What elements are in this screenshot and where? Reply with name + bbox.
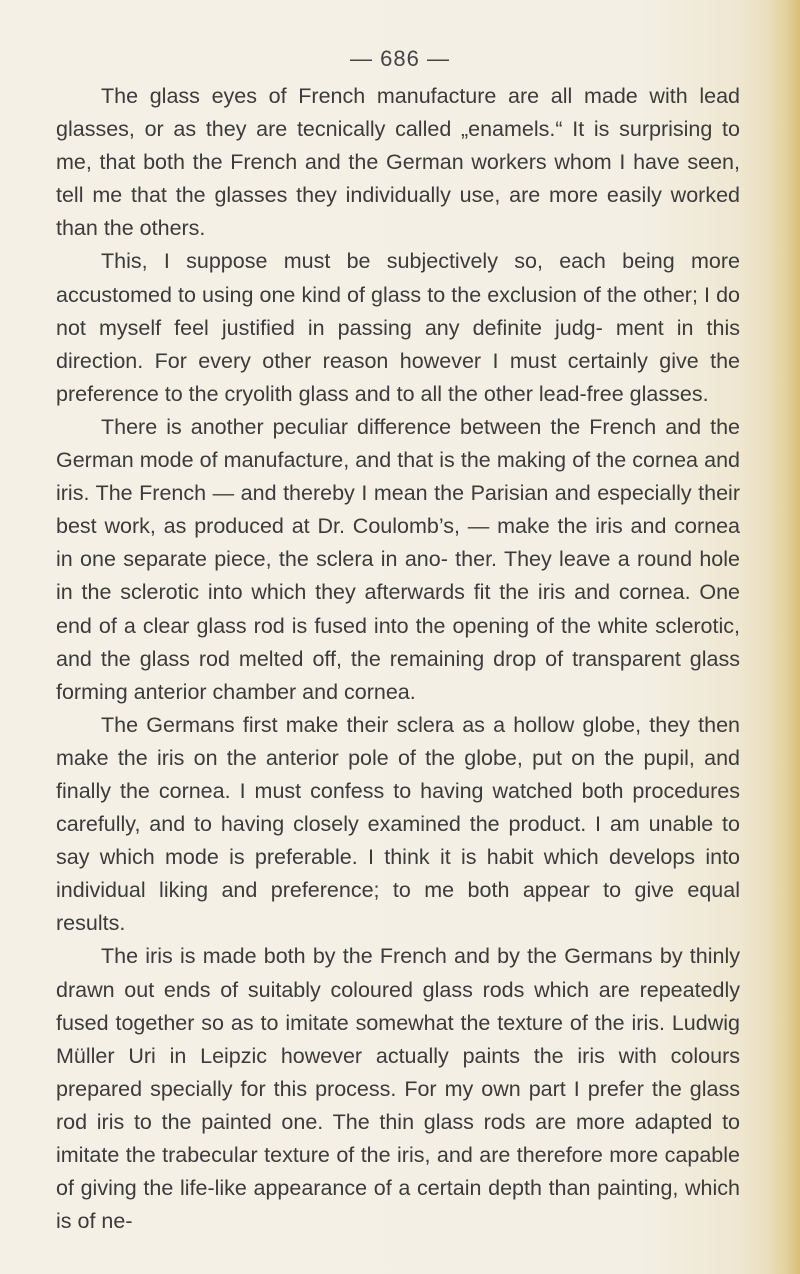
body-text <box>56 80 740 1238</box>
paragraph-3: There is another peculiar difference between the French and the German mode of manufacture, and that is the making of the cornea and iris. The French — and thereby I mean the Parisian and especially their best work, as produced at Dr. Coulomb’s, — make the iris and cornea in one separate piece, the sclera in ano- ther. They leave a round hole in the sclerotic into which they afterwards fit the iris and cornea. One end of a clear glass rod is fused into the opening of the white sclerotic, and the glass rod melted off, the remaining drop of transparent glass forming anterior chamber and cornea. <box>56 414 740 704</box>
page-number: — 686 — <box>350 46 450 71</box>
paragraph-5: The iris is made both by the French and by the Germans by thinly drawn out ends of suitably coloured glass rods which are repeatedly fused together so as to imitate somewhat the texture of the iris. Ludwig Müller Uri in Leipzic however actually paints the iris with colours prepared specially for this process. For my own part I prefer the glass rod iris to the painted one. The thin glass rods are more adapted to imitate the trabecular texture of the iris, and are therefore more capable of giving the life-like appearance of a certain depth than painting, which is of ne- <box>56 944 740 1234</box>
page-edge-shading <box>766 0 800 1274</box>
paragraph-2: This, I suppose must be subjectively so, each being more accustomed to using one kind of glass to the exclusion of the other; I do not myself feel justified in passing any definite judg- ment in this direction. For every other reason however I must certainly give the preference to the cryolith glass and to all the other lead-free glasses. <box>56 249 740 406</box>
paragraph-1: The glass eyes of French manufacture are all made with lead glasses, or as they are tecnically called „enamels.“ It is surprising to me, that both the French and the German workers whom I have seen, tell me that the glasses they individually use, are more easily worked than the others. <box>56 84 740 241</box>
paragraph-4: The Germans first make their sclera as a hollow globe, they then make the iris on the anterior pole of the globe, put on the pupil, and finally the cornea. I must confess to having watched both procedures carefully, and to having closely examined the product. I am unable to say which mode is preferable. I think it is habit which develops into individual liking and preference; to me both appear to give equal results. <box>56 712 740 936</box>
